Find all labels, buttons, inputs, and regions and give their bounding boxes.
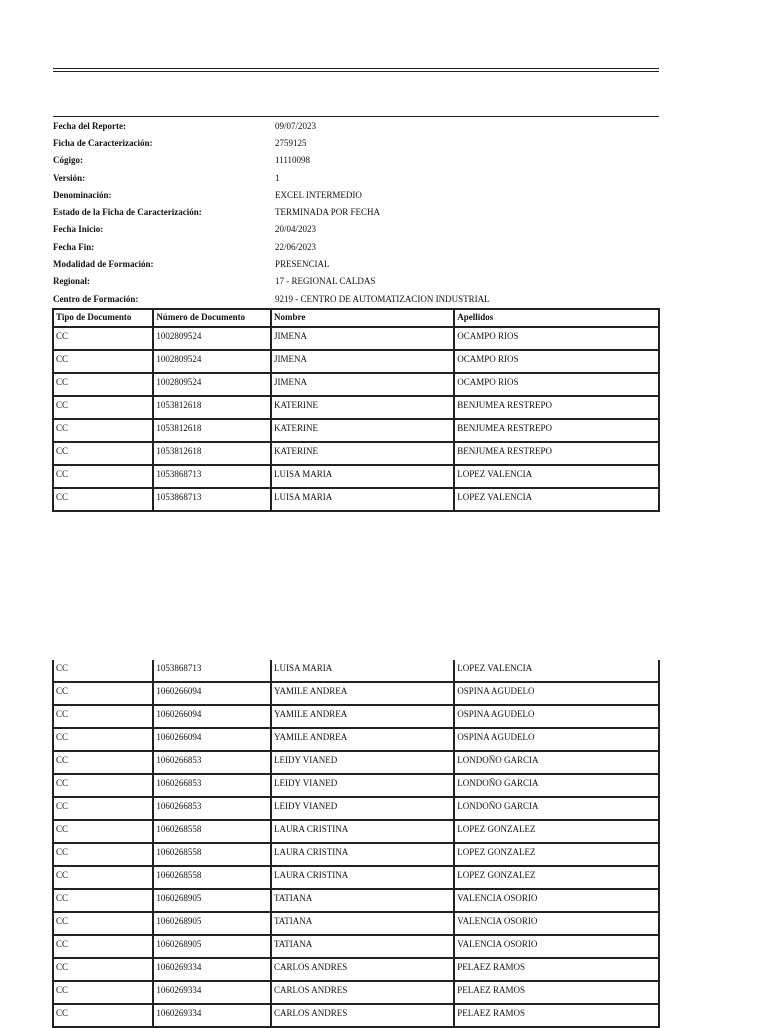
cell-nombre: LAURA CRISTINA [271,866,454,889]
table-row [53,866,659,889]
info-label: Fecha Inicio: [53,224,104,235]
cell-apellidos: OSPINA AGUDELO [454,705,659,728]
cell-nombre: CARLOS ANDRES [271,981,454,1004]
table-row [53,797,659,820]
cell-tipo-documento: CC [53,442,153,465]
cell-numero-documento: 1060268905 [153,889,271,912]
cell-numero-documento: 1053868713 [153,465,271,488]
cell-tipo-documento: CC [53,751,153,774]
table-row [53,981,659,1004]
table-row [53,774,659,797]
cell-tipo-documento: CC [53,820,153,843]
cell-nombre: JIMENA [271,327,454,350]
cell-numero-documento: 1060268905 [153,935,271,958]
cell-nombre: KATERINE [271,442,454,465]
cell-apellidos: OCAMPO RIOS [454,327,659,350]
cell-tipo-documento: CC [53,682,153,705]
info-label: Ficha de Caracterización: [53,137,153,148]
cell-apellidos: OSPINA AGUDELO [454,682,659,705]
header-nombre: Nombre [271,309,454,327]
info-value: 9219 - CENTRO DE AUTOMATIZACION INDUSTRIAL [275,293,490,304]
cell-numero-documento: 1060266094 [153,728,271,751]
cell-tipo-documento: CC [53,488,153,511]
header-tipo-documento: Tipo de Documento [53,309,153,327]
cell-nombre: TATIANA [271,889,454,912]
table-row [53,912,659,935]
cell-nombre: KATERINE [271,419,454,442]
cell-nombre: JIMENA [271,373,454,396]
cell-tipo-documento: CC [53,728,153,751]
cell-apellidos: LONDOÑO GARCIA [454,751,659,774]
info-label: Fecha del Reporte: [53,120,126,131]
info-row [53,203,659,220]
table-row [53,350,659,373]
cell-apellidos: LONDOÑO GARCIA [454,774,659,797]
cell-tipo-documento: CC [53,889,153,912]
info-row [53,134,659,151]
cell-nombre: YAMILE ANDREA [271,728,454,751]
table-row [53,728,659,751]
table-row [53,751,659,774]
info-label: Regional: [53,276,90,287]
info-label: Modalidad de Formación: [53,259,154,270]
info-row [53,117,659,134]
table-row [53,843,659,866]
cell-apellidos: OCAMPO RIOS [454,373,659,396]
cell-nombre: LUISA MARIA [271,660,454,682]
table-row [53,465,659,488]
cell-nombre: LEIDY VIANED [271,774,454,797]
cell-apellidos: OSPINA AGUDELO [454,728,659,751]
cell-tipo-documento: CC [53,373,153,396]
cell-nombre: CARLOS ANDRES [271,958,454,981]
info-row [53,152,659,169]
cell-nombre: TATIANA [271,935,454,958]
cell-apellidos: VALENCIA OSORIO [454,912,659,935]
cell-nombre: LUISA MARIA [271,465,454,488]
cell-nombre: CARLOS ANDRES [271,1004,454,1027]
info-row [53,169,659,186]
table-row [53,935,659,958]
cell-numero-documento: 1060268905 [153,912,271,935]
cell-numero-documento: 1060266094 [153,705,271,728]
cell-tipo-documento: CC [53,1004,153,1027]
participants-table-page-2 [52,660,660,1028]
cell-numero-documento: 1053812618 [153,396,271,419]
info-value: 1 [275,172,280,183]
report-info-block [53,117,659,307]
cell-apellidos: LOPEZ VALENCIA [454,465,659,488]
table-row [53,396,659,419]
cell-apellidos: LOPEZ GONZALEZ [454,866,659,889]
table-row [53,442,659,465]
cell-numero-documento: 1060269334 [153,981,271,1004]
cell-tipo-documento: CC [53,843,153,866]
info-label: Versión: [53,172,86,183]
cell-numero-documento: 1060268558 [153,866,271,889]
table-row [53,889,659,912]
cell-nombre: LAURA CRISTINA [271,843,454,866]
cell-apellidos: PELAEZ RAMOS [454,958,659,981]
table-row [53,660,659,682]
cell-tipo-documento: CC [53,465,153,488]
info-value: 09/07/2023 [275,120,317,131]
cell-apellidos: BENJUMEA RESTREPO [454,396,659,419]
cell-apellidos: LOPEZ GONZALEZ [454,843,659,866]
cell-numero-documento: 1053812618 [153,442,271,465]
info-value: TERMINADA POR FECHA [275,207,381,218]
cell-numero-documento: 1060266094 [153,682,271,705]
cell-numero-documento: 1060266853 [153,797,271,820]
cell-numero-documento: 1060269334 [153,1004,271,1027]
cell-nombre: LAURA CRISTINA [271,820,454,843]
cell-tipo-documento: CC [53,396,153,419]
cell-tipo-documento: CC [53,912,153,935]
cell-apellidos: VALENCIA OSORIO [454,935,659,958]
header-double-rule-top [53,68,659,69]
info-value: 11110098 [275,155,310,166]
header-apellidos: Apellidos [454,309,659,327]
table-row [53,958,659,981]
info-label: Centro de Formación: [53,293,139,304]
info-value: 22/06/2023 [275,241,317,252]
header-numero-documento: Número de Documento [153,309,271,327]
cell-apellidos: OCAMPO RIOS [454,350,659,373]
table-row [53,373,659,396]
cell-numero-documento: 1053868713 [153,488,271,511]
cell-apellidos: VALENCIA OSORIO [454,889,659,912]
table-row [53,820,659,843]
table-row [53,488,659,511]
cell-apellidos: LOPEZ VALENCIA [454,488,659,511]
info-label: Denominación: [53,189,112,200]
cell-tipo-documento: CC [53,981,153,1004]
info-label: Fecha Fin: [53,241,95,252]
cell-numero-documento: 1060268558 [153,820,271,843]
cell-numero-documento: 1060266853 [153,751,271,774]
info-value: EXCEL INTERMEDIO [275,189,362,200]
cell-nombre: LEIDY VIANED [271,751,454,774]
cell-numero-documento: 1060266853 [153,774,271,797]
info-value: 2759125 [275,137,307,148]
table-header-row [53,309,659,327]
info-row [53,273,659,290]
info-label: Cógigo: [53,155,83,166]
cell-numero-documento: 1060269334 [153,958,271,981]
cell-tipo-documento: CC [53,327,153,350]
info-label: Estado de la Ficha de Caracterización: [53,207,202,218]
cell-nombre: LEIDY VIANED [271,797,454,820]
cell-nombre: LUISA MARIA [271,488,454,511]
cell-numero-documento: 1053868713 [153,660,271,682]
cell-tipo-documento: CC [53,935,153,958]
info-value: 17 - REGIONAL CALDAS [275,276,376,287]
cell-tipo-documento: CC [53,958,153,981]
table-row [53,682,659,705]
cell-numero-documento: 1002809524 [153,327,271,350]
cell-numero-documento: 1060268558 [153,843,271,866]
cell-apellidos: LONDOÑO GARCIA [454,797,659,820]
info-row [53,221,659,238]
cell-tipo-documento: CC [53,419,153,442]
info-row [53,255,659,272]
cell-tipo-documento: CC [53,866,153,889]
header-double-rule-bottom [53,71,659,72]
info-value: 20/04/2023 [275,224,317,235]
cell-apellidos: PELAEZ RAMOS [454,1004,659,1027]
cell-nombre: JIMENA [271,350,454,373]
cell-nombre: YAMILE ANDREA [271,705,454,728]
info-row [53,290,659,307]
cell-tipo-documento: CC [53,705,153,728]
cell-numero-documento: 1053812618 [153,419,271,442]
info-value: PRESENCIAL [275,259,330,270]
cell-apellidos: BENJUMEA RESTREPO [454,442,659,465]
info-row [53,186,659,203]
participants-table-page-1 [52,308,660,512]
table-row [53,327,659,350]
info-row [53,238,659,255]
cell-numero-documento: 1002809524 [153,373,271,396]
cell-apellidos: LOPEZ VALENCIA [454,660,659,682]
cell-apellidos: BENJUMEA RESTREPO [454,419,659,442]
cell-nombre: TATIANA [271,912,454,935]
cell-tipo-documento: CC [53,797,153,820]
cell-nombre: YAMILE ANDREA [271,682,454,705]
cell-tipo-documento: CC [53,350,153,373]
cell-apellidos: LOPEZ GONZALEZ [454,820,659,843]
cell-nombre: KATERINE [271,396,454,419]
cell-tipo-documento: CC [53,660,153,682]
cell-numero-documento: 1002809524 [153,350,271,373]
table-row [53,419,659,442]
cell-apellidos: PELAEZ RAMOS [454,981,659,1004]
table-row [53,705,659,728]
cell-tipo-documento: CC [53,774,153,797]
